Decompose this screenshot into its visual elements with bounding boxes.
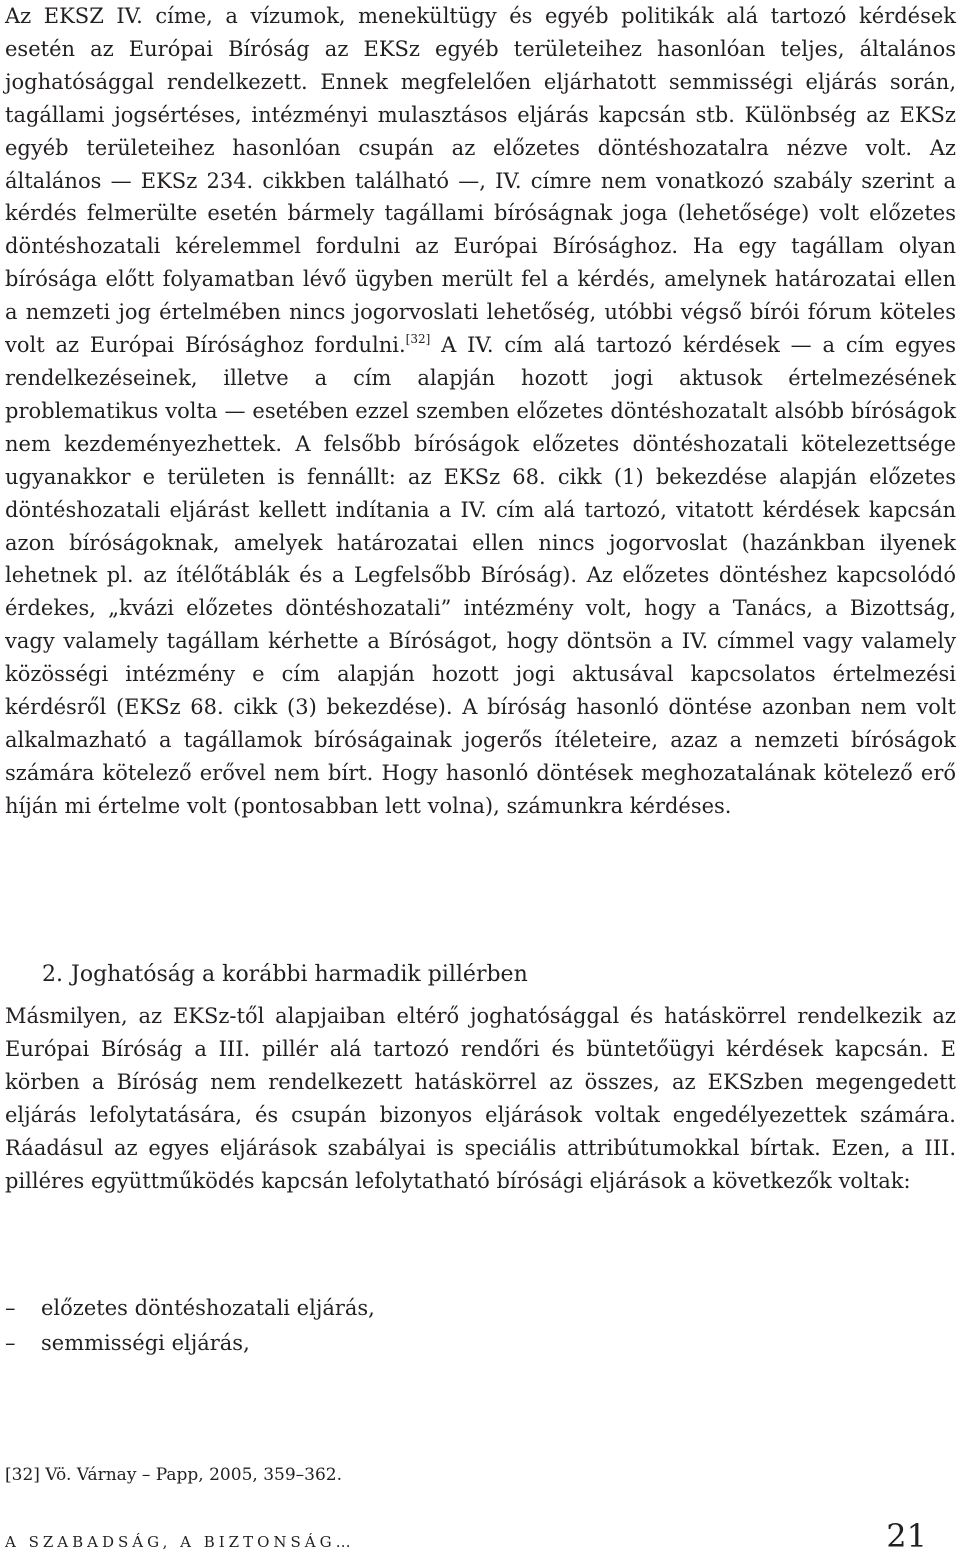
section-number: 2. bbox=[42, 962, 63, 987]
list-item-text: semmisségi eljárás, bbox=[41, 1331, 250, 1355]
list-item bbox=[5, 1326, 375, 1361]
list-dash: – bbox=[5, 1296, 16, 1320]
section-heading bbox=[42, 960, 528, 990]
page-number: 21 bbox=[886, 1517, 927, 1555]
body-paragraph-third-pillar bbox=[5, 1000, 956, 1197]
body-paragraph-eksz-iv-jurisdiction bbox=[5, 0, 956, 823]
footnote-32: [32] Vö. Várnay – Papp, 2005, 359–362. bbox=[5, 1465, 342, 1485]
footnote-reference-32: [32] bbox=[405, 332, 431, 347]
paragraph-text: Másmilyen, az EKSz-től alapjaiban eltérő joghatósággal és hatáskörrel rendelkezik az Európai Bíróság a III. pillér alá tartozó rendőri és büntetőügyi kérdések kapcsán. E körben a Bíróság nem rendelkezett hatáskörrel az összes, az EKSzben megengedett eljárás lefolytatására, és csupán bizonyos eljárások voltak engedélyezettek számára. Ráadásul az egyes eljárások szabályai is speciális attribútumokkal bírtak. Ezen, a III. pilléres együttműködés kapcsán lefolytatható bírósági eljárások a következők voltak: bbox=[5, 1004, 956, 1193]
procedure-list bbox=[5, 1291, 375, 1361]
paragraph-text: Az EKSZ IV. címe, a vízumok, menekültügy és egyéb politikák alá tartozó kérdések esetén az Európai Bíróság az EKSz egyéb területeihez hasonlóan teljes, általános joghatósággal rendelkezett. Ennek megfelelően eljárhatott semmisségi eljárás során, tagállami jogsértéses, intézményi mulasztásos eljárás kapcsán stb. Különbség az EKSz egyéb területeihez hasonlóan csupán az előzetes döntéshozatalra nézve volt. Az általános — EKSz 234. cikkben található —, IV. címre nem vonatkozó szabály szerint a kérdés felmerülte esetén bármely tagállami bíróságnak joga (lehetősége) volt előzetes döntéshozatali kérelemmel fordulni az Európai Bírósághoz. Ha egy tagállam olyan bírósága előtt folyamatban lévő ügyben merült fel a kérdés, amelynek határozatai ellen a nemzeti jog értelmében nincs jogorvoslati lehetőség, utóbbi végső bírói fórum köteles volt az Európai Bírósághoz fordulni. bbox=[5, 4, 956, 358]
list-item bbox=[5, 1291, 375, 1326]
paragraph-text-continued: A IV. cím alá tartozó kérdések — a cím egyes rendelkezéseinek, illetve a cím alapján hozott jogi aktusok értelmezésének problematikus volta — esetében ezzel szemben előzetes döntéshozatalt alsóbb bíróságok nem kezdeményezhettek. A felsőbb bíróságok előzetes döntéshozatali kötelezettsége ugyanakkor e területen is fennállt: az EKSz 68. cikk (1) bekezdése alapján előzetes döntéshozatali eljárást kellett indítania a IV. cím alá tartozó, vitatott kérdések kapcsán azon bíróságoknak, amelyek határozatai ellen nincs jogorvoslat (hazánkban ilyenek lehetnek pl. az ítélőtáblák és a Legfelsőbb Bíróság). Az előzetes döntéshez kapcsolódó érdekes, „kvázi előzetes döntéshozatali” intézmény volt, hogy a Tanács, a Bizottság, vagy valamely tagállam kérhette a Bíróságot, hogy döntsön a IV. címmel vagy valamely közösségi intézmény e cím alapján hozott jogi aktusával kapcsolatos értelmezési kérdésről (EKSz 68. cikk (3) bekezdése). A bíróság hasonló döntése azonban nem volt alkalmazható a tagállamok bíróságainak jogerős ítéleteire, azaz a nemzeti bíróságok számára kötelező erővel nem bírt. Hogy hasonló döntések meghozatalának kötelező erő híján mi értelme volt (pontosabban lett volna), számunkra kérdéses. bbox=[5, 333, 956, 818]
list-dash: – bbox=[5, 1331, 16, 1355]
running-footer-title: A SZABADSÁG, A BIZTONSÁG… bbox=[5, 1533, 355, 1551]
list-item-text: előzetes döntéshozatali eljárás, bbox=[41, 1296, 375, 1320]
section-title: Joghatóság a korábbi harmadik pillérben bbox=[71, 962, 528, 987]
